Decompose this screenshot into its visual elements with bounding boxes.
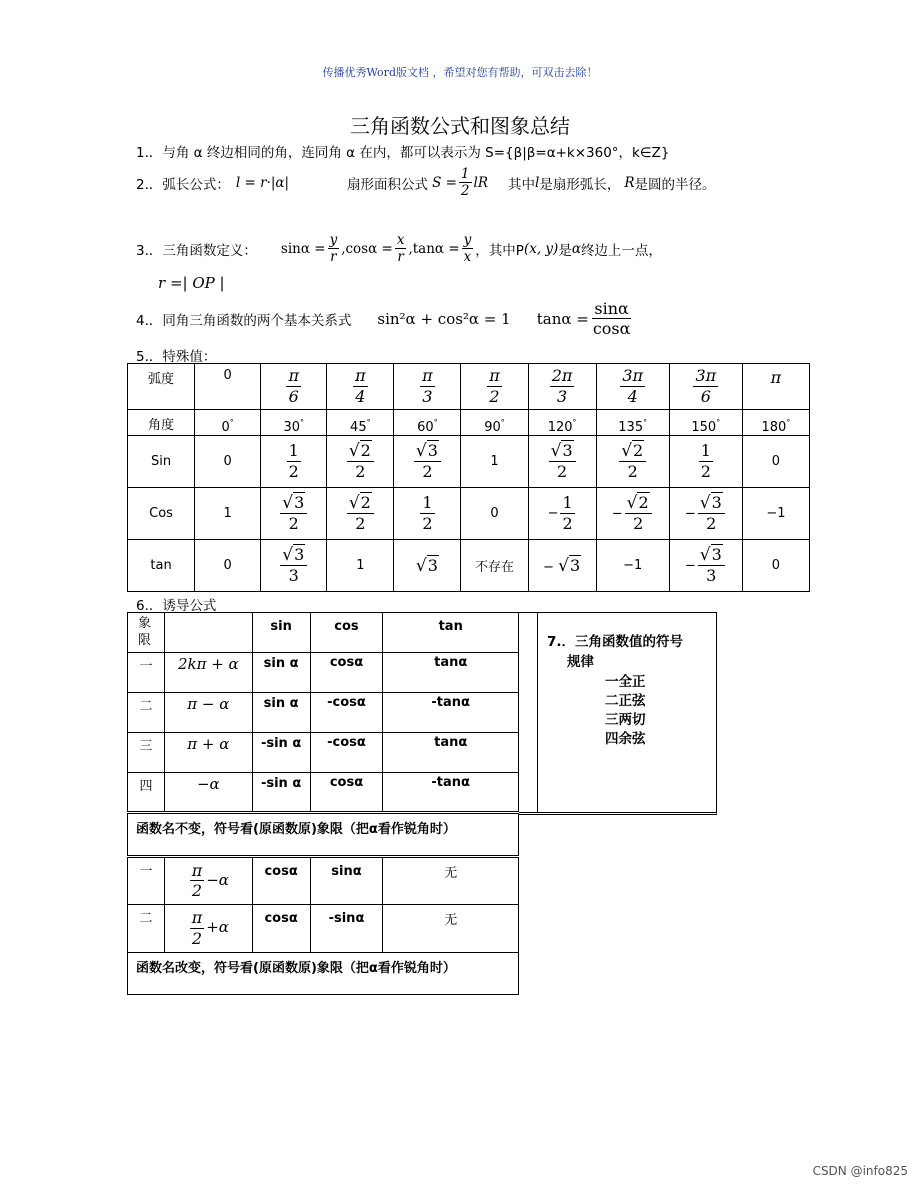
sin-row: Sin 0 $\frac{1}{2}$ $\frac{√2}{2}$ $\frac{√3}{2}$ 1 $\frac{√3}{2}$ $\frac{√2}{2}$ $\frac{1}{2}$ 0 bbox=[128, 436, 810, 488]
half-denominator: 2 bbox=[460, 183, 470, 200]
induction-header-row: 象限 sin cos tan bbox=[128, 613, 519, 653]
induction-note-row: 函数名改变，符号看(原函数原)象限（把α看作锐角时） bbox=[128, 953, 519, 995]
page-title: 三角函数公式和图象总结 bbox=[350, 114, 570, 138]
induction-table bbox=[127, 612, 519, 995]
sign-rule-item: 一全正 bbox=[605, 674, 646, 690]
point-text-a: ，其中P bbox=[475, 243, 524, 259]
y-over-x: $\frac{y}{x}$ bbox=[463, 231, 472, 266]
tan-header: tan bbox=[128, 540, 195, 592]
sign-rule-item: 三两切 bbox=[605, 712, 646, 728]
degree-row: 角度 0° 30° 45° 60° 90° 120° 135° 150° 180° bbox=[128, 410, 810, 436]
sector-area-lhs: S = bbox=[432, 175, 457, 191]
sign-rule-title-2: 规律 bbox=[567, 654, 594, 670]
induction-row: 一 2kπ + α sin α cosα tanα bbox=[128, 653, 519, 693]
induction-row: 一 $\frac{\pi}{2}$ −α cosα sinα 无 bbox=[128, 857, 519, 905]
pythagorean-identity: sin²α + cos²α = 1 bbox=[377, 310, 511, 328]
induction-label: 6.．诱导公式 bbox=[136, 598, 217, 614]
sin-def: sinα = bbox=[280, 241, 326, 257]
section-4 bbox=[136, 296, 634, 342]
sin-header: Sin bbox=[128, 436, 195, 488]
cos-def: ,cosα = bbox=[341, 241, 393, 257]
induction-row: 二 $\frac{\pi}{2}$ +α cosα -sinα 无 bbox=[128, 905, 519, 953]
half-fraction bbox=[459, 167, 472, 200]
r-definition: r =| OP | bbox=[158, 274, 225, 292]
tan-row: tan 0 $\frac{√3}{3}$ 1 √3 不存在 − √3 −1 − $\frac{√3}{3}$ 0 bbox=[128, 540, 810, 592]
radian-header: 弧度 bbox=[128, 364, 195, 410]
x-over-r: $\frac{x}{r}$ bbox=[396, 231, 405, 266]
note-text-c: 是圆的半径。 bbox=[634, 177, 716, 193]
point-text-c: 终边上一点， bbox=[580, 243, 662, 259]
watermark-banner: 传播优秀Word版文档 ，希望对您有帮助，可双击去除！ bbox=[322, 66, 598, 79]
footer-credit: CSDN @info825 bbox=[812, 1164, 908, 1178]
sign-rule-item: 四余弦 bbox=[605, 731, 646, 747]
note-R: R bbox=[624, 175, 635, 191]
tan-identity-fraction: $\frac{\sin\alpha}{\cos\alpha}$ bbox=[592, 298, 631, 339]
sector-area-label: 扇形面积公式 bbox=[347, 177, 429, 193]
arc-length-label: 2.．弧长公式： bbox=[136, 177, 230, 193]
section-3 bbox=[136, 228, 662, 270]
arc-length-formula: l = r·|α| bbox=[235, 175, 290, 191]
note-l: l bbox=[535, 175, 540, 191]
sector-area-rhs: lR bbox=[473, 175, 488, 191]
special-values-label: 5.．特殊值： bbox=[136, 349, 217, 365]
cos-header: Cos bbox=[128, 488, 195, 540]
degree-header: 角度 bbox=[128, 410, 195, 436]
special-values-table bbox=[127, 363, 810, 592]
point-coords: (x, y) bbox=[523, 241, 559, 257]
trig-def-label: 3.．三角函数定义： bbox=[136, 243, 257, 259]
note-text-a: 其中 bbox=[508, 177, 535, 193]
point-text-b: 是 bbox=[558, 243, 572, 259]
radian-row: 弧度 0 $\frac{\pi}{6}$ $\frac{\pi}{4}$ $\frac{\pi}{3}$ $\frac{\pi}{2}$ $\frac{2\pi}{3}$ $\frac{3\pi}{4}$ $\frac{3\pi}{6}$ π bbox=[128, 364, 810, 410]
cell: 0 bbox=[195, 364, 261, 410]
cos-row: Cos 1 $\frac{√3}{2}$ $\frac{√2}{2}$ $\frac{1}{2}$ 0 − $\frac{1}{2}$ − $\frac{√2}{2}$ − $\frac{√3}{2}$ −1 bbox=[128, 488, 810, 540]
identity-label: 4.．同角三角函数的两个基本关系式 bbox=[136, 313, 352, 329]
tan-identity-lhs: tanα = bbox=[536, 310, 589, 328]
induction-row: 四 −α -sin α cosα -tanα bbox=[128, 773, 519, 813]
sign-rule-title: 7.．三角函数值的符号 bbox=[547, 634, 684, 650]
sign-rule-item: 二正弦 bbox=[605, 693, 646, 709]
tan-def: ,tanα = bbox=[408, 241, 460, 257]
induction-row: 二 π − α sin α -cosα -tanα bbox=[128, 693, 519, 733]
induction-row: 三 π + α -sin α -cosα tanα bbox=[128, 733, 519, 773]
sign-rule-box bbox=[519, 612, 717, 815]
section-2 bbox=[136, 162, 716, 204]
induction-note-row: 函数名不变，符号看(原函数原)象限（把α看作锐角时） bbox=[128, 813, 519, 857]
alpha-symbol: α bbox=[571, 241, 581, 257]
y-over-r: $\frac{y}{r}$ bbox=[329, 231, 338, 266]
section-1: 1.．与角 α 终边相同的角，连同角 α 在内，都可以表示为 S={β|β=α+k×360°，k∈Z} bbox=[136, 145, 670, 161]
half-numerator: 1 bbox=[460, 165, 470, 182]
note-text-b: 是扇形弧长， bbox=[539, 177, 621, 193]
